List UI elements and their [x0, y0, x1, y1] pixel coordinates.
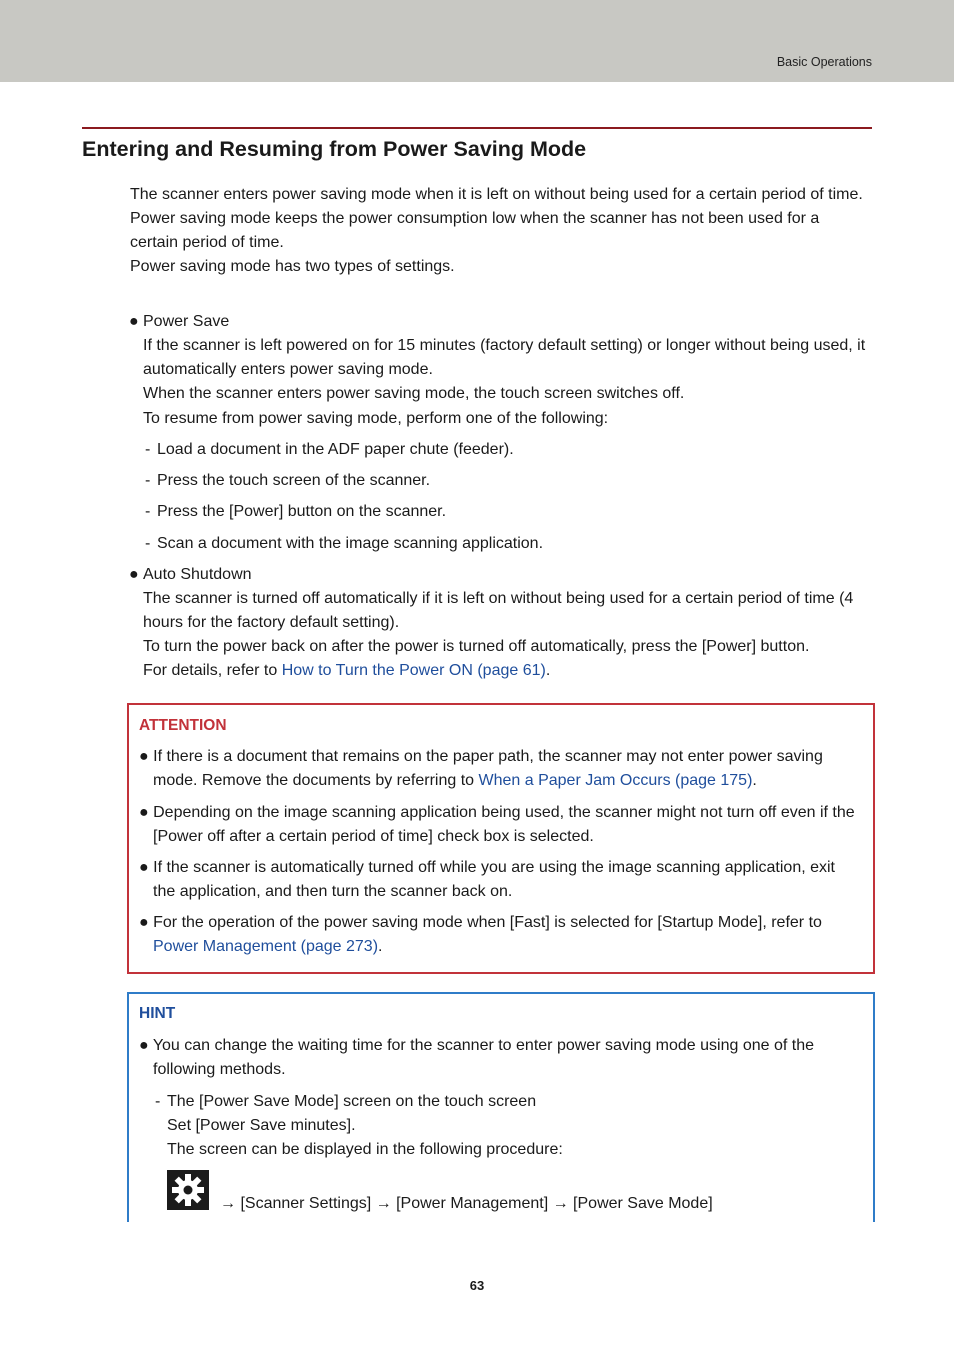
attention-item-text: For the operation of the power saving mode when [Fast] is selected for [Startup Mode], refer to: [153, 914, 822, 931]
attention-item: [139, 911, 861, 959]
attention-item-text: If there is a document that remains on the paper path, the scanner may not enter power saving mode. Remove the documents by referring to: [153, 748, 823, 789]
intro-text: [130, 183, 865, 279]
auto-shutdown-heading: [129, 563, 252, 587]
page-number: 63: [469, 1278, 485, 1293]
resume-step-text: Load a document in the ADF paper chute (feeder).: [157, 441, 514, 458]
resume-step: [145, 438, 514, 462]
resume-step: [145, 500, 446, 524]
paper-jam-link[interactable]: When a Paper Jam Occurs (page 175): [478, 772, 753, 789]
dash-marker: -: [145, 503, 151, 520]
details-prefix: For details, refer to: [143, 662, 282, 679]
resume-step: [145, 532, 543, 556]
attention-box: [127, 703, 875, 974]
power-save-heading: [129, 310, 230, 334]
auto-shutdown-line-2: To turn the power back on after the power is turned off automatically, press the [Power] button.: [143, 638, 810, 655]
power-on-link[interactable]: How to Turn the Power ON (page 61): [281, 662, 546, 679]
dash-marker: -: [145, 441, 151, 458]
gear-icon-svg: [167, 1170, 209, 1210]
auto-shutdown-details: [143, 659, 873, 683]
settings-path: → [Scanner Settings] → [Power Management] → [Power Save Mode]: [220, 1195, 713, 1212]
intro-paragraph-2: Power saving mode keeps the power consumption low when the scanner has not been used for a certain period of time.: [130, 210, 820, 251]
hint-method: [155, 1090, 855, 1114]
auto-shutdown-title: Auto Shutdown: [143, 566, 252, 583]
resume-step-text: Press the touch screen of the scanner.: [157, 472, 431, 489]
details-suffix: .: [545, 662, 551, 679]
power-save-title: Power Save: [143, 313, 230, 330]
dash-marker: -: [145, 472, 151, 489]
attention-item-text: Depending on the image scanning application being used, the scanner might not turn off even if the [Power off after a certain period of time] check box is selected.: [153, 804, 855, 845]
attention-item: [139, 745, 861, 793]
dash-marker: -: [155, 1093, 161, 1110]
attention-title: ATTENTION: [139, 717, 227, 734]
power-management-link[interactable]: Power Management (page 273): [153, 938, 379, 955]
bullet-icon: ●: [139, 748, 149, 765]
hint-item: [139, 1034, 861, 1082]
intro-paragraph-1: The scanner enters power saving mode when it is left on without being used for a certain period of time.: [130, 186, 863, 203]
auto-shutdown-line-1: The scanner is turned off automatically if it is left on without being used for a certain period of time (4 hours for the factory default setting).: [143, 590, 854, 631]
bullet-icon: ●: [129, 566, 139, 583]
hint-title: HINT: [139, 1005, 176, 1022]
page-title: Entering and Resuming from Power Saving Mode: [82, 137, 587, 161]
hint-method-title: The [Power Save Mode] screen on the touch screen: [167, 1093, 537, 1110]
attention-item: [139, 856, 861, 904]
power-save-line-2: When the scanner enters power saving mode, the touch screen switches off.: [143, 385, 685, 402]
power-save-line-3: To resume from power saving mode, perform one of the following:: [143, 410, 609, 427]
title-rule: [82, 127, 872, 129]
resume-step-text: Press the [Power] button on the scanner.: [157, 503, 447, 520]
hint-method-line: Set [Power Save minutes].: [167, 1117, 356, 1134]
gear-icon: [167, 1170, 209, 1210]
header-band: [0, 0, 954, 82]
hint-method-line: The screen can be displayed in the following procedure:: [167, 1141, 563, 1158]
hint-item-text: You can change the waiting time for the scanner to enter power saving mode using one of the following methods.: [152, 1037, 814, 1078]
bullet-icon: ●: [139, 914, 149, 931]
attention-item: [139, 801, 861, 849]
intro-paragraph-3: Power saving mode has two types of settings.: [130, 258, 455, 275]
dash-marker: -: [145, 535, 151, 552]
power-save-line-1: If the scanner is left powered on for 15 minutes (factory default setting) or longer without being used, it automatically enters power saving mode.: [143, 337, 866, 378]
attention-item-suffix: .: [752, 772, 757, 789]
bullet-icon: ●: [139, 1037, 149, 1054]
bullet-icon: ●: [129, 313, 139, 330]
resume-step: [145, 469, 430, 493]
section-label: Basic Operations: [776, 55, 872, 69]
bullet-icon: ●: [139, 859, 149, 876]
attention-item-text: If the scanner is automatically turned off while you are using the image scanning application, exit the application, and then turn the scanner back on.: [153, 859, 835, 900]
attention-item-suffix: .: [378, 938, 383, 955]
bullet-icon: ●: [139, 804, 149, 821]
hint-box: [127, 992, 875, 1222]
resume-step-text: Scan a document with the image scanning application.: [157, 535, 544, 552]
